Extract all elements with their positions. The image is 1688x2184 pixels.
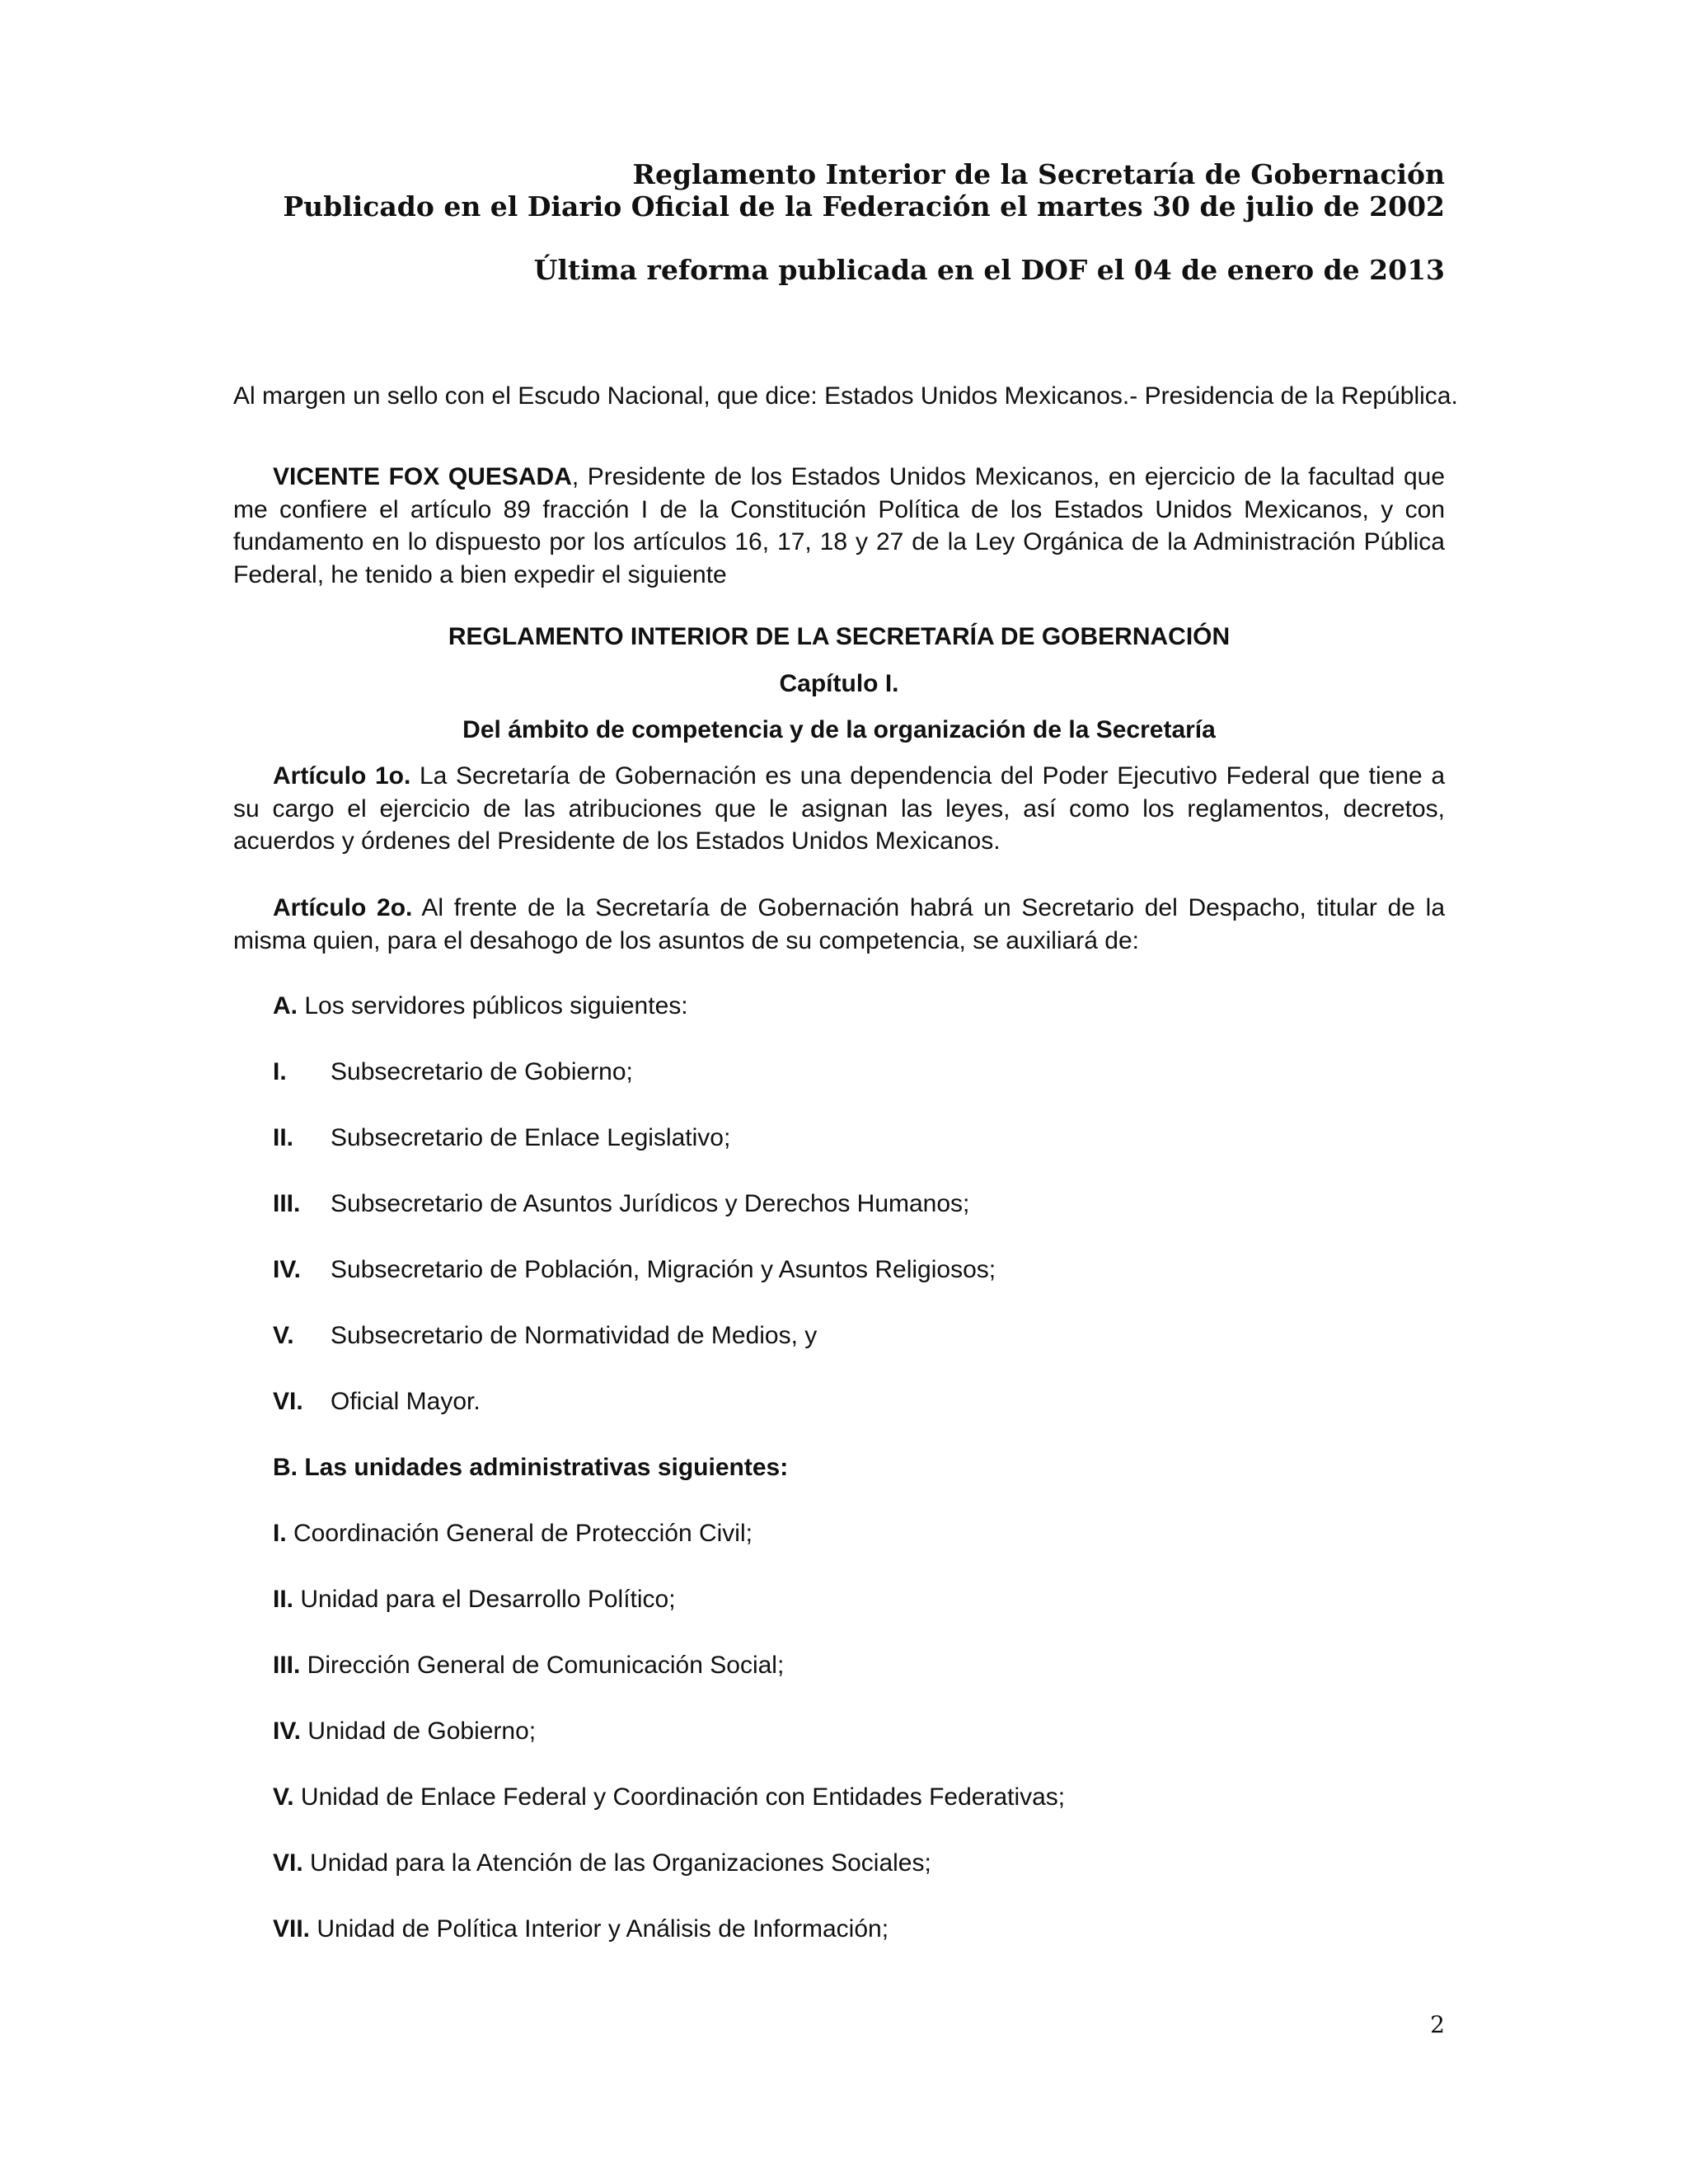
list-item-text: Unidad para la Atención de las Organizaciones Sociales; bbox=[302, 1849, 931, 1877]
president-name: VICENTE FOX QUESADA bbox=[273, 463, 572, 490]
list-item-number: I. bbox=[273, 1058, 287, 1085]
list-item bbox=[273, 1254, 996, 1286]
president-text: , Presidente de los Estados Unidos Mexicanos, en ejercicio de la facultad que me confiere el artículo 89 fracción I de la Constitución Política de los Estados Unidos Mexicanos, y con fundamento en lo dispuesto por los artículos 16, 17, 18 y 27 de la Ley Orgánica de la Administración Pública Federal, he tenido a bien expedir el siguiente bbox=[233, 463, 1445, 588]
list-item-number: VII. bbox=[273, 1915, 311, 1943]
list-item bbox=[273, 1056, 633, 1089]
list-item-number: V. bbox=[273, 1783, 294, 1811]
list-item-number: III. bbox=[273, 1190, 301, 1217]
list-item-text: Coordinación General de Protección Civil; bbox=[286, 1520, 753, 1547]
list-item bbox=[273, 1583, 676, 1616]
page-number: 2 bbox=[1430, 2011, 1445, 2038]
list-item bbox=[273, 1913, 889, 1946]
list-item-number: VI. bbox=[273, 1388, 303, 1415]
section-a-heading bbox=[273, 990, 688, 1023]
list-item-text: Subsecretario de Enlace Legislativo; bbox=[331, 1124, 731, 1151]
list-item-text: Subsecretario de Población, Migración y Asuntos Religiosos; bbox=[331, 1256, 996, 1283]
article-1-label: Artículo 1o. bbox=[273, 762, 411, 790]
margin-note: Al margen un sello con el Escudo Nacional, que dice: Estados Unidos Mexicanos.- Presidencia de la República. bbox=[233, 382, 1458, 410]
list-item-text: Unidad de Gobierno; bbox=[300, 1718, 537, 1745]
list-item bbox=[273, 1715, 536, 1748]
list-item-text: Unidad de Enlace Federal y Coordinación con Entidades Federativas; bbox=[293, 1783, 1066, 1811]
article-1 bbox=[233, 760, 1445, 858]
list-item-text: Subsecretario de Asuntos Jurídicos y Derechos Humanos; bbox=[331, 1190, 970, 1217]
list-item-number: IV. bbox=[273, 1256, 301, 1283]
list-item-number: III. bbox=[273, 1652, 301, 1679]
article-2 bbox=[233, 892, 1445, 957]
list-item-text: Unidad para el Desarrollo Político; bbox=[293, 1586, 676, 1613]
header-publication: Publicado en el Diario Oficial de la Federación el martes 30 de julio de 2002 bbox=[283, 190, 1445, 223]
chapter-title: Capítulo I. bbox=[779, 670, 899, 697]
header-last-reform: Última reforma publicada en el DOF el 04 de enero de 2013 bbox=[533, 254, 1445, 286]
list-item bbox=[273, 1319, 817, 1352]
main-title: REGLAMENTO INTERIOR DE LA SECRETARÍA DE GOBERNACIÓN bbox=[448, 623, 1231, 650]
section-b-heading: B. Las unidades administrativas siguientes: bbox=[273, 1454, 789, 1481]
list-item-text: Subsecretario de Gobierno; bbox=[331, 1058, 633, 1085]
article-2-label: Artículo 2o. bbox=[273, 894, 413, 921]
list-item-number: II. bbox=[273, 1124, 294, 1151]
list-item-text: Unidad de Política Interior y Análisis de Información; bbox=[310, 1915, 889, 1943]
chapter-subtitle: Del ámbito de competencia y de la organización de la Secretaría bbox=[462, 716, 1216, 743]
header-title: Reglamento Interior de la Secretaría de Gobernación bbox=[632, 158, 1445, 190]
list-item bbox=[273, 1649, 784, 1682]
list-item bbox=[273, 1122, 730, 1155]
list-item bbox=[273, 1188, 969, 1221]
list-item-number: IV. bbox=[273, 1718, 301, 1745]
article-2-text: Al frente de la Secretaría de Gobernación habrá un Secretario del Despacho, titular de la misma quien, para el desahogo de los asuntos de su competencia, se auxiliará de: bbox=[233, 894, 1446, 954]
section-a-label: A. bbox=[273, 992, 298, 1019]
list-item-text: Subsecretario de Normatividad de Medios, y bbox=[331, 1322, 818, 1349]
article-1-text: La Secretaría de Gobernación es una dependencia del Poder Ejecutivo Federal que tiene a su cargo el ejercicio de las atribuciones que le asignan las leyes, así como los reglamentos, decretos, acuerdos y órdenes del Presidente de los Estados Unidos Mexicanos. bbox=[233, 762, 1446, 855]
list-item bbox=[273, 1781, 1065, 1814]
list-item-text: Oficial Mayor. bbox=[331, 1388, 481, 1415]
list-item-text: Dirección General de Comunicación Social; bbox=[300, 1652, 785, 1679]
section-a-text: Los servidores públicos siguientes: bbox=[298, 992, 688, 1019]
list-item bbox=[273, 1517, 753, 1550]
list-item bbox=[273, 1385, 481, 1418]
list-item bbox=[273, 1847, 931, 1880]
president-paragraph bbox=[233, 461, 1445, 591]
list-item-number: I. bbox=[273, 1520, 287, 1547]
list-item-number: VI. bbox=[273, 1849, 303, 1877]
list-item-number: V. bbox=[273, 1322, 294, 1349]
list-item-number: II. bbox=[273, 1586, 294, 1613]
